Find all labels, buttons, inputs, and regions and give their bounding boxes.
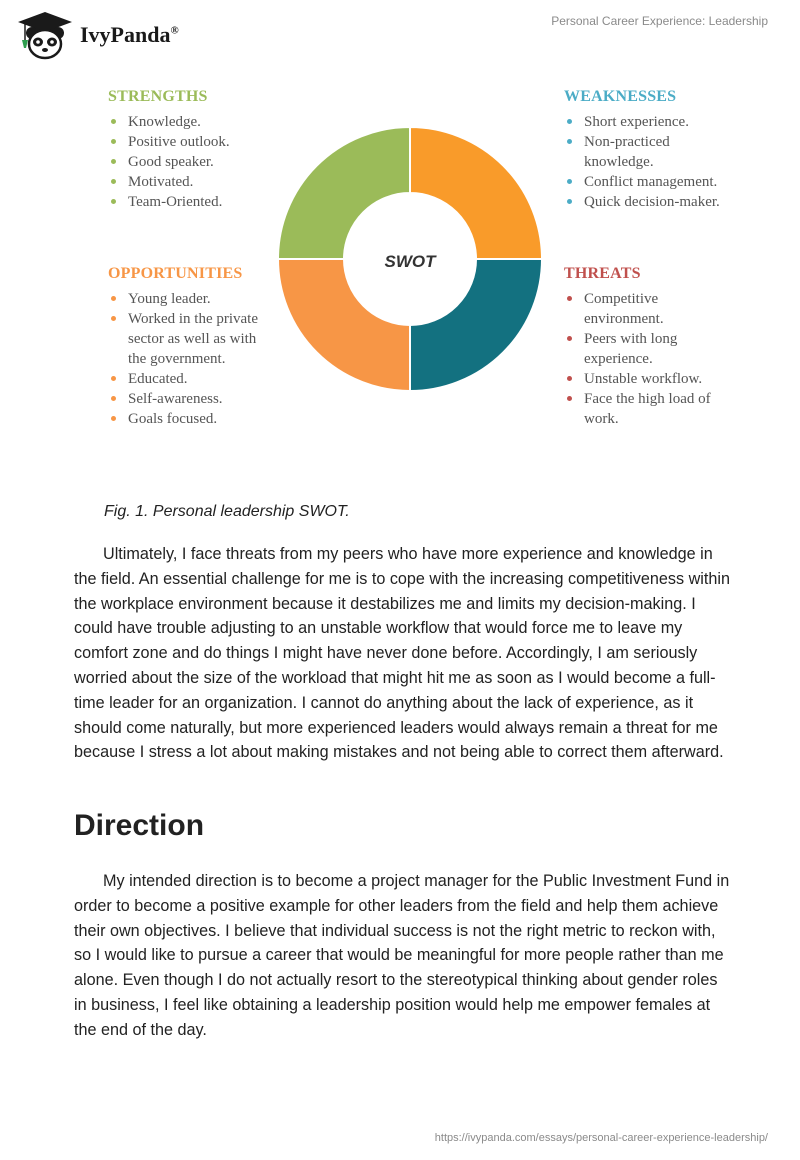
opportunities-block <box>108 265 278 429</box>
registered-mark: ® <box>170 24 179 37</box>
opportunities-title: OPPORTUNITIES <box>108 265 243 282</box>
strengths-block <box>108 88 278 212</box>
list-item: Non-practiced knowledge. <box>564 132 724 172</box>
figure-caption: Fig. 1. Personal leadership SWOT. <box>104 503 350 520</box>
list-item: Motivated. <box>108 172 278 192</box>
strengths-title: STRENGTHS <box>108 88 208 105</box>
strengths-segment <box>278 127 410 259</box>
weaknesses-title: WEAKNESSES <box>564 88 677 105</box>
opportunities-list <box>108 289 278 429</box>
list-item: Peers with long experience. <box>564 329 724 369</box>
list-item: Positive outlook. <box>108 132 278 152</box>
swot-figure <box>100 80 720 480</box>
body-paragraph: Ultimately, I face threats from my peers who have more experience and knowledge in the field. An essential challenge for me is to cope with the increasing competitiveness within the workplace environment because it destabilizes me and limits my decision-making. I could have trouble adjusting to an unstable workflow that would force me to leave my comfort zone and do things I might have never done before. Accordingly, I am seriously worried about the size of the workload that might hit me as soon as I would become a full-time leader for an organization. I cannot do anything about the lack of experience, as it should come naturally, but more experienced leaders would always remain a threat for me because I stress a lot about making mistakes and not being able to correct them afterward. <box>74 545 730 762</box>
section-heading: Direction <box>74 809 205 842</box>
threats-title: THREATS <box>564 265 641 282</box>
body-paragraph: My intended direction is to become a project manager for the Public Investment Fund in order to become a positive example for other leaders from the field and help them achieve their own objectives. I believe that individual success is not the right metric to reckon with, so I would like to pursue a career that would be meaningful for more people rather than me alone. Even though I do not actually resort to the stereotypical thinking about gender roles in business, I feel like obtaining a leadership position would help me empower females at the end of the day. <box>74 872 730 1039</box>
ivypanda-logo[interactable] <box>16 10 179 60</box>
list-item: Worked in the private sector as well as with the government. <box>108 309 278 369</box>
opportunities-segment <box>278 259 410 391</box>
weaknesses-block <box>564 88 724 212</box>
source-url[interactable]: https://ivypanda.com/essays/personal-career-experience-leadership/ <box>434 1132 768 1144</box>
document-title: Personal Career Experience: Leadership <box>551 14 768 28</box>
list-item: Conflict management. <box>564 172 724 192</box>
page-header <box>0 0 800 70</box>
list-item: Competitive environment. <box>564 289 724 329</box>
list-item: Unstable workflow. <box>564 369 724 389</box>
threats-list <box>564 289 724 429</box>
list-item: Educated. <box>108 369 278 389</box>
list-item: Short experience. <box>564 112 724 132</box>
swot-donut <box>278 127 542 391</box>
list-item: Knowledge. <box>108 112 278 132</box>
list-item: Young leader. <box>108 289 278 309</box>
strengths-list <box>108 112 278 212</box>
list-item: Self-awareness. <box>108 389 278 409</box>
list-item: Good speaker. <box>108 152 278 172</box>
list-item: Quick decision-maker. <box>564 192 724 212</box>
list-item: Goals focused. <box>108 409 278 429</box>
threats-segment <box>410 259 542 391</box>
panda-mascot-icon <box>16 10 74 60</box>
threats-block <box>564 265 724 429</box>
list-item: Team-Oriented. <box>108 192 278 212</box>
brand-name: IvyPanda <box>80 22 171 47</box>
weaknesses-list <box>564 112 724 212</box>
list-item: Face the high load of work. <box>564 389 724 429</box>
weaknesses-segment <box>410 127 542 259</box>
swot-center-label: SWOT <box>384 252 436 271</box>
